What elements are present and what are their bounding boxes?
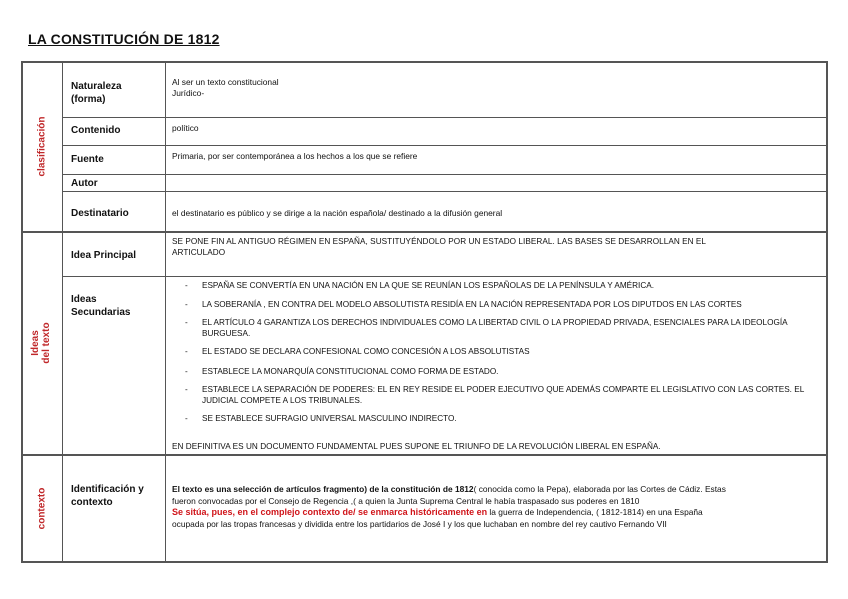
page-title: LA CONSTITUCIÓN DE 1812 — [28, 31, 220, 47]
label-naturaleza-line2: (forma) — [71, 94, 106, 105]
label-destinatario: Destinatario — [71, 208, 129, 219]
label-ideas-secundarias — [71, 293, 130, 319]
secondary-ideas-conclusion: EN DEFINITIVA ES UN DOCUMENTO FUNDAMENTAL PUES SUPONE EL TRIUNFO DE LA REVOLUCIÓN LIBERAL EN ESPAÑA. — [172, 442, 661, 451]
dash-bullet: - — [185, 318, 188, 327]
identificacion-line1-rest: ( conocida como la Pepa), elaborada por las Cortes de Cádiz. Estas — [473, 484, 726, 494]
label-identificacion-line2: contexto — [71, 497, 113, 508]
list-item — [174, 367, 824, 378]
section-label-ideas-line2: del texto — [41, 322, 52, 364]
dash-bullet: - — [185, 366, 188, 376]
value-destinatario: el destinatario es público y se dirige a la nación española/ destinado a la difusión general — [172, 208, 503, 218]
row-divider — [63, 174, 827, 175]
list-item-text: ESTABLECE LA MONARQUÍA CONSTITUCIONAL COMO FORMA DE ESTADO. — [202, 366, 499, 376]
identificacion-bold: El texto es una selección de artículos fragmento) de la constitución de 1812 — [172, 484, 474, 494]
identificacion-red-highlight: Se sitúa, pues, en el complejo contexto de/ se enmarca históricamente en — [172, 507, 488, 517]
section-label-ideas — [30, 313, 52, 373]
list-item-text: ESTABLECE LA SEPARACIÓN DE PODERES: EL EN REY RESIDE EL PODER EJECUTIVO QUE ADEMÁS COMPARTE EL LEGISLATIVO CON LAS CORTES. EL JUDICIAL COMPETE A LOS TRIBUNALES. — [202, 385, 804, 405]
list-item — [174, 414, 824, 425]
value-idea-principal-line2: ARTICULADO — [172, 248, 226, 257]
value-naturaleza-line2: Jurídico- — [172, 88, 205, 98]
value-naturaleza-line1: Al ser un texto constitucional — [172, 77, 279, 87]
row-divider — [63, 145, 827, 146]
value-idea-principal — [172, 236, 822, 258]
dash-bullet: - — [185, 281, 188, 290]
row-divider — [63, 276, 827, 277]
value-naturaleza — [172, 77, 279, 99]
value-contenido: político — [172, 123, 199, 133]
section-divider — [23, 454, 827, 456]
value-identificacion — [172, 484, 824, 530]
label-ideas-secundarias-line2: Secundarias — [71, 307, 131, 318]
column-divider-1 — [62, 62, 63, 562]
list-item-text: ESPAÑA SE CONVERTÍA EN UNA NACIÓN EN LA QUE SE REUNÍAN LOS ESPAÑOLAS DE LA PENÍNSULA Y AMÉRICA. — [202, 281, 654, 290]
value-idea-principal-line1: SE PONE FIN AL ANTIGUO RÉGIMEN EN ESPAÑA, SUSTITUYÉNDOLO POR UN ESTADO LIBERAL. LAS BASES SE DESARROLLAN EN EL — [172, 237, 707, 246]
label-ideas-secundarias-line1: Ideas — [71, 294, 97, 305]
column-divider-2 — [165, 62, 166, 562]
section-label-contexto: contexto — [36, 487, 48, 530]
list-item — [174, 318, 824, 339]
label-naturaleza-line1: Naturaleza — [71, 81, 122, 92]
list-item — [174, 281, 824, 292]
identificacion-line2: fueron convocadas por el Consejo de Regencia ,( a quien la Junta Suprema Central le había traspasado sus poderes en 1810 — [172, 495, 640, 506]
list-item — [174, 300, 824, 311]
section-label-clasificacion: clasificación — [36, 116, 48, 177]
list-item-text: LA SOBERANÍA , EN CONTRA DEL MODELO ABSOLUTISTA RESIDÍA EN LA NACIÓN REPRESENTADA POR LOS DIPUTDOS EN LAS CORTES — [202, 299, 742, 309]
identificacion-line4: ocupada por las tropas francesas y dividida entre los partidarios de José I y los que luchaban en nombre del rey cautivo Fernando VII — [172, 518, 667, 529]
list-item — [174, 385, 824, 406]
row-divider — [63, 191, 827, 192]
dash-bullet: - — [185, 299, 188, 309]
label-naturaleza — [71, 80, 122, 106]
label-contenido: Contenido — [71, 125, 121, 136]
label-identificacion — [71, 483, 144, 509]
list-item — [174, 347, 824, 358]
list-item-text: EL ARTÍCULO 4 GARANTIZA LOS DERECHOS INDIVIDUALES COMO LA LIBERTAD CIVIL O LA PROPIEDAD PRIVADA, ESENCIALES PARA LA IDEOLOGÍA BURGUESA. — [202, 318, 788, 338]
label-fuente: Fuente — [71, 154, 104, 165]
label-identificacion-line1: Identificación y — [71, 484, 144, 495]
list-item-text: SE ESTABLECE SUFRAGIO UNIVERSAL MASCULINO INDIRECTO. — [202, 414, 457, 423]
section-divider — [23, 231, 827, 233]
list-item-text: EL ESTADO SE DECLARA CONFESIONAL COMO CONCESIÓN A LOS ABSOLUTISTAS — [202, 347, 530, 356]
dash-bullet: - — [185, 347, 188, 356]
dash-bullet: - — [185, 385, 188, 394]
label-idea-principal: Idea Principal — [71, 250, 137, 261]
value-fuente: Primaria, por ser contemporánea a los hechos a los que se refiere — [172, 151, 418, 161]
dash-bullet: - — [185, 414, 188, 423]
secondary-ideas-list — [174, 281, 824, 425]
row-divider — [63, 117, 827, 118]
identificacion-line3-rest: la guerra de Independencia, ( 1812-1814) en una España — [487, 507, 703, 517]
section-label-ideas-line1: Ideas — [30, 330, 41, 356]
label-autor: Autor — [71, 178, 98, 189]
